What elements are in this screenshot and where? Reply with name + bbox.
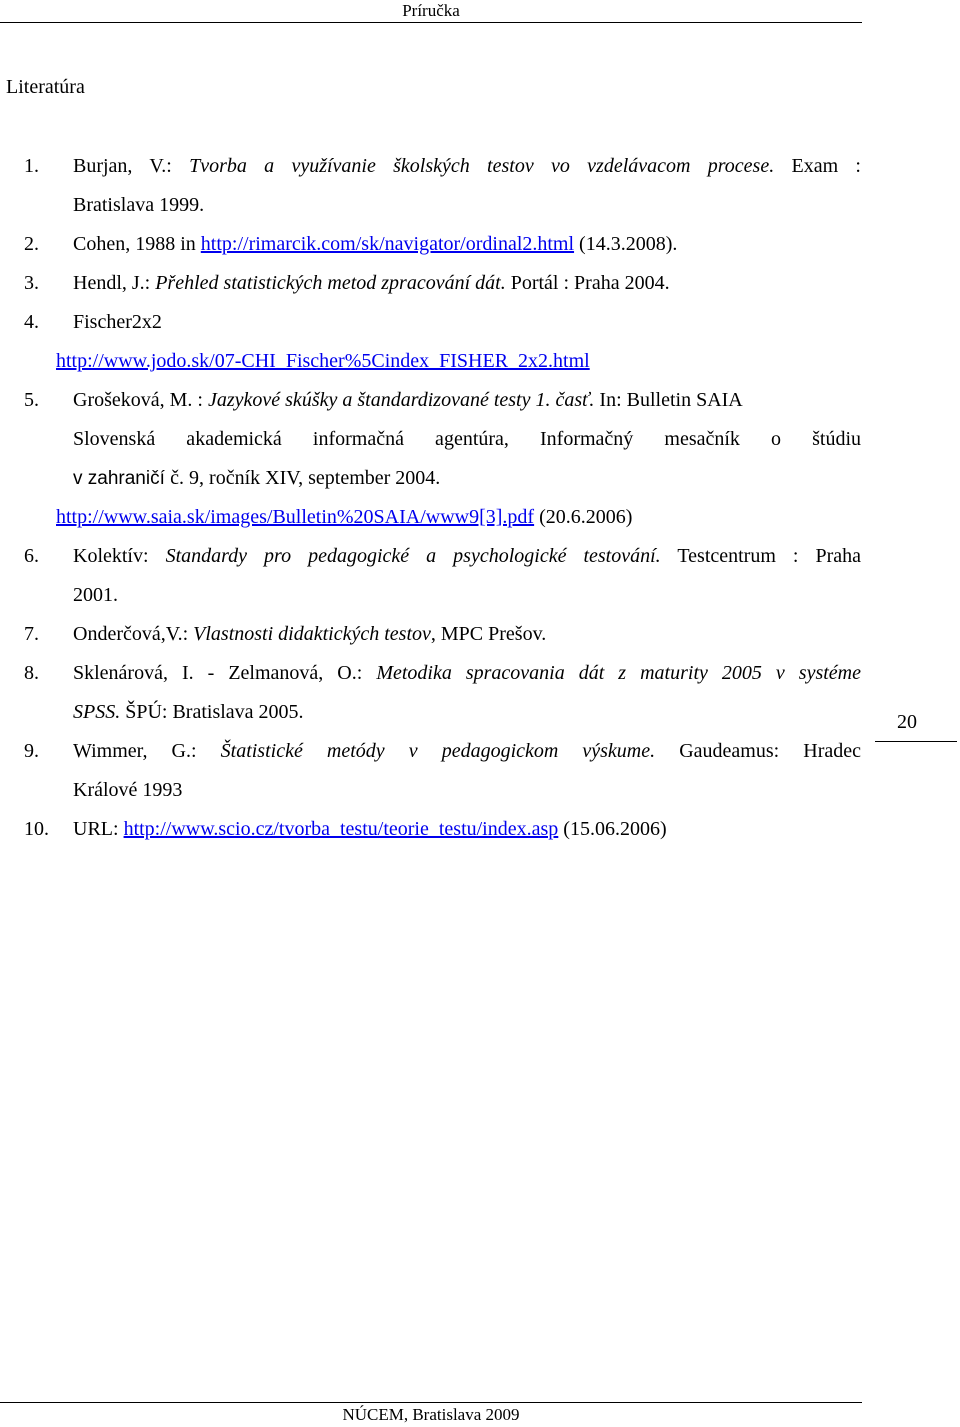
running-header: Príručka — [402, 1, 460, 20]
reference-number: 1. — [24, 155, 39, 177]
reference-line: Bratislava 1999. — [73, 194, 205, 216]
reference-title: Standardy pro pedagogické a psychologické testování. — [165, 545, 661, 567]
reference-line: Hendl, J.: Přehled statistických metod zpracování dát. Portál : Praha 2004. — [73, 272, 670, 294]
reference-number: 7. — [24, 623, 39, 645]
reference-number: 6. — [24, 545, 39, 567]
reference-title: Jazykové skúšky a štandardizované testy 1. časť. — [207, 389, 595, 411]
reference-title: Vlastnosti didaktických testov — [193, 623, 431, 645]
reference-link[interactable]: http://www.jodo.sk/07-CHI_Fischer%5Cindex_FISHER_2x2.html — [56, 350, 590, 372]
reference-title: Štatistické metódy v pedagogickom výskume. — [220, 740, 656, 762]
reference-line: URL: http://www.scio.cz/tvorba_testu/teorie_testu/index.asp (15.06.2006) — [73, 818, 667, 840]
reference-line: v zahraničí č. 9, ročník XIV, september 2004. — [73, 467, 441, 489]
reference-line: SPSS. ŠPÚ: Bratislava 2005. — [73, 701, 304, 723]
reference-line: Onderčová,V.: Vlastnosti didaktických testov, MPC Prešov. — [73, 623, 547, 645]
reference-number: 4. — [24, 311, 39, 333]
reference-line: Burjan, V.: Tvorba a využívanie školských testov vo vzdelávacom procese. Exam : — [73, 155, 861, 177]
reference-number: 9. — [24, 740, 39, 762]
reference-line: Cohen, 1988 in http://rimarcik.com/sk/navigator/ordinal2.html (14.3.2008). — [73, 233, 678, 255]
reference-link[interactable]: http://rimarcik.com/sk/navigator/ordinal2.html — [200, 233, 575, 255]
reference-line: Fischer2x2 — [73, 311, 162, 333]
running-footer: NÚCEM, Bratislava 2009 — [342, 1405, 520, 1424]
reference-title: Metodika spracovania dát z maturity 2005 v systéme — [376, 662, 861, 684]
reference-line: Slovenská akademická informačná agentúra, Informačný mesačník o štúdiu — [73, 428, 861, 450]
reference-number: 2. — [24, 233, 39, 255]
reference-number: 8. — [24, 662, 39, 684]
reference-line: Wimmer, G.: Štatistické metódy v pedagogickom výskume. Gaudeamus: Hradec — [73, 740, 861, 762]
reference-number: 5. — [24, 389, 39, 411]
reference-link[interactable]: http://www.saia.sk/images/Bulletin%20SAIA/www9[3].pdf — [56, 506, 535, 528]
reference-number: 3. — [24, 272, 39, 294]
section-title: Literatúra — [6, 76, 85, 98]
reference-link[interactable]: http://www.scio.cz/tvorba_testu/teorie_testu/index.asp — [123, 818, 559, 840]
reference-title: Přehled statistických metod zpracování dát. — [155, 272, 506, 294]
header-rule — [0, 22, 862, 23]
reference-line: Sklenárová, I. - Zelmanová, O.: Metodika spracovania dát z maturity 2005 v systéme — [73, 662, 861, 684]
reference-line: 2001. — [73, 584, 118, 606]
reference-line: http://www.saia.sk/images/Bulletin%20SAIA/www9[3].pdf (20.6.2006) — [56, 506, 633, 528]
reference-title: Tvorba a využívanie školských testov vo vzdelávacom procese. — [189, 155, 775, 177]
reference-line: Grošeková, M. : Jazykové skúšky a štandardizované testy 1. časť. In: Bulletin SAIA — [73, 389, 743, 411]
reference-line: Kolektív: Standardy pro pedagogické a psychologické testování. Testcentrum : Praha — [73, 545, 862, 567]
reference-number: 10. — [24, 818, 49, 840]
footer-rule — [0, 1402, 862, 1403]
page-number: 20 — [897, 711, 917, 733]
page-number-rule — [875, 741, 957, 742]
reference-line: Králové 1993 — [73, 779, 183, 801]
